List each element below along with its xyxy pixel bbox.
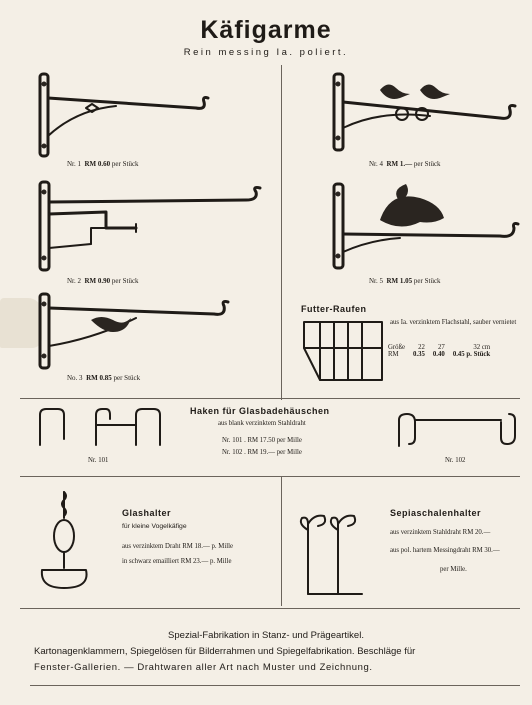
footer-line-1: Spezial-Fabrikation in Stanz- und Prägeartikel.: [168, 630, 364, 641]
futter-size-3: 32 cm: [473, 344, 491, 351]
arm-4-illustration: [330, 70, 525, 152]
futter-price-label: RM: [388, 351, 399, 358]
futter-desc: aus Ia. verzinktem Flachstahl, sauber vernietet: [390, 319, 517, 326]
vertical-divider-bottom: [281, 476, 282, 606]
haken-desc: aus blank verzinktem Stahldraht: [218, 420, 306, 427]
haken-102-label: Nr. 102: [445, 457, 466, 464]
arm-3-illustration: [36, 290, 236, 372]
horizontal-divider-2: [20, 476, 520, 477]
futter-price-1: 0.35: [413, 351, 425, 358]
futter-size-label: Größe: [388, 344, 405, 351]
footer-line-3: Fenster-Gallerien. — Drahtwaren aller Art nach Muster und Zeichnung.: [34, 662, 373, 673]
horizontal-divider-3: [20, 608, 520, 609]
glashalter-illustration: [36, 488, 96, 596]
futter-price-table: [388, 344, 494, 358]
arm-5-illustration: [330, 180, 525, 272]
haken-101-label: Nr. 101: [88, 457, 109, 464]
arm-4-caption: Nr. 4 RM 1.— per Stück: [369, 160, 441, 168]
haken-line-102: Nr. 102 . RM 19.— per Mille: [222, 449, 302, 456]
arm-2-caption: Nr. 2 RM 0.90 per Stück: [67, 277, 139, 285]
footer-line-2: Kartonagenklammern, Spiegelösen für Bilderrahmen und Spiegelfabrikation. Beschläge für: [34, 646, 416, 657]
futter-price-2: 0.40: [432, 351, 445, 358]
sepia-line-1: aus verzinktem Stahldraht RM 20.—: [390, 529, 491, 536]
sepiaschalenhalter-illustration: [298, 510, 368, 598]
horizontal-divider-1: [20, 398, 520, 399]
glashalter-line-2: in schwarz emailliert RM 23.— p. Mille: [122, 558, 232, 565]
arm-2-illustration: [36, 178, 266, 274]
haken-102-illustration: [395, 410, 525, 452]
bottom-rule: [30, 685, 520, 686]
sepia-heading: Sepiaschalenhalter: [390, 508, 482, 518]
page-title: Käfigarme: [200, 16, 332, 44]
glashalter-line-1: aus verzinktem Draht RM 18.— p. Mille: [122, 543, 233, 550]
arm-1-caption: Nr. 1 RM 0.60 per Stück: [67, 160, 139, 168]
futter-size-1: 22: [418, 344, 425, 351]
haken-heading: Haken für Glasbadehäuschen: [190, 406, 330, 416]
haken-101-illustration: [36, 405, 171, 451]
futter-price-3: 0.45 p. Stück: [452, 351, 491, 358]
futter-size-2: 27: [438, 344, 445, 351]
glashalter-sub: für kleine Vogelkäfige: [122, 523, 187, 530]
futter-heading: Futter-Raufen: [301, 304, 367, 314]
sepia-line-3: per Mille.: [440, 566, 467, 573]
futter-raufe-illustration: [300, 318, 386, 384]
glashalter-heading: Glashalter: [122, 508, 172, 518]
arm-5-caption: Nr. 5 RM 1.05 per Stück: [369, 277, 441, 285]
vertical-divider-top: [281, 65, 282, 400]
arm-3-caption: No. 3 RM 0.85 per Stück: [67, 374, 141, 382]
page-subtitle: Rein messing Ia. poliert.: [183, 47, 349, 58]
arm-1-illustration: [36, 70, 216, 162]
haken-line-101: Nr. 101 . RM 17.50 per Mille: [222, 437, 302, 444]
sepia-line-2: aus pol. hartem Messingdraht RM 30.—: [390, 547, 500, 554]
